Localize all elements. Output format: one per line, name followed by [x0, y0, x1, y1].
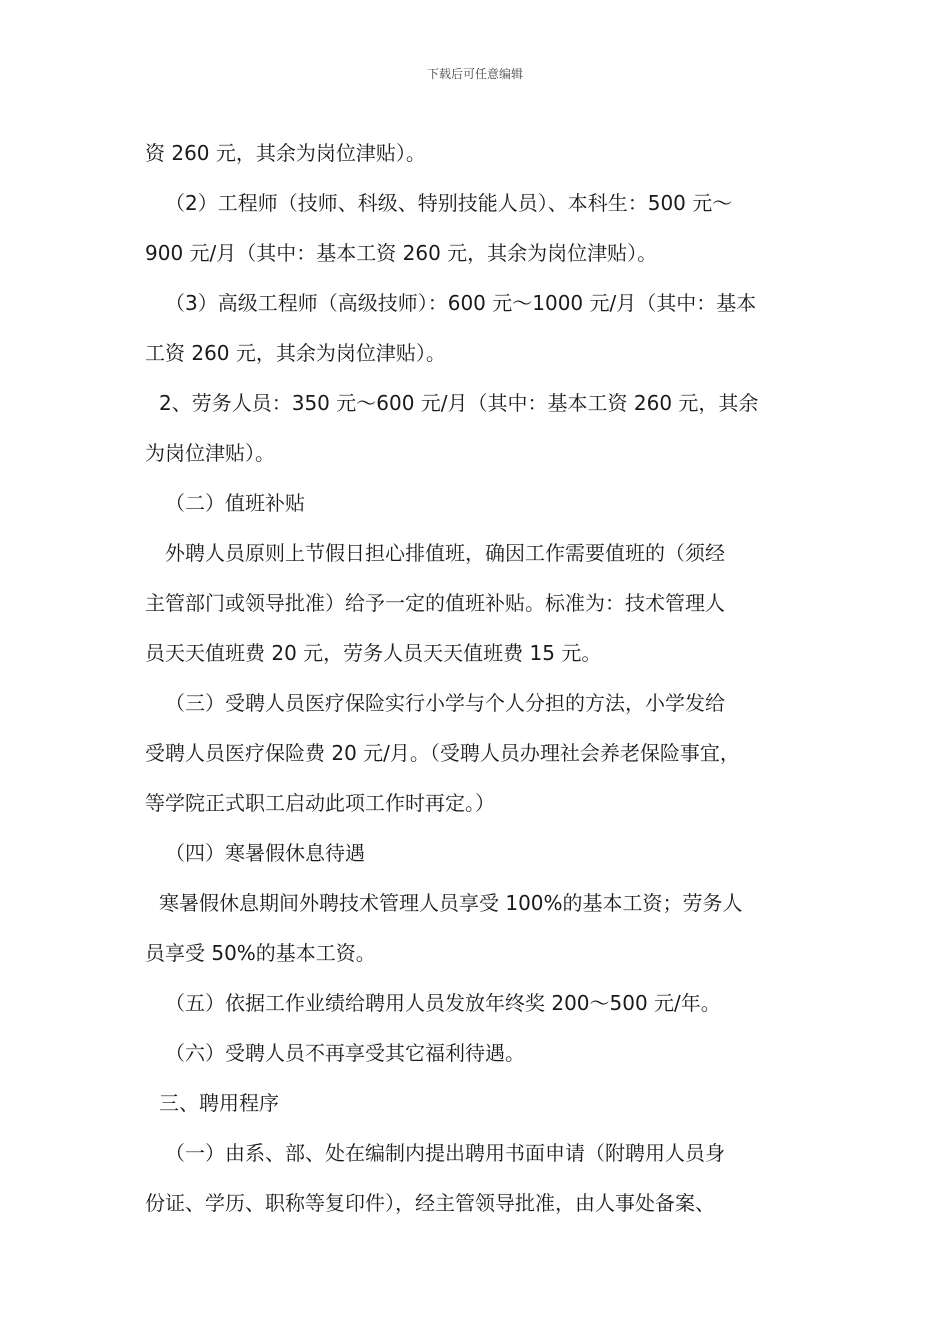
text-line: 外聘人员原则上节假日担心排值班，确因工作需要值班的（须经	[165, 541, 725, 565]
text-line: 900 元/月（其中：基本工资 260 元，其余为岗位津贴）。	[145, 241, 658, 265]
text-line: 员享受 50%的基本工资。	[145, 941, 376, 965]
text-line: （六）受聘人员不再享受其它福利待遇。	[165, 1041, 525, 1065]
text-line: （一）由系、部、处在编制内提出聘用书面申请（附聘用人员身	[165, 1141, 725, 1165]
text-line: （3）高级工程师（高级技师）：600 元～1000 元/月（其中：基本	[165, 291, 757, 315]
page-header: 下载后可任意编辑	[426, 67, 523, 81]
text-line: 等学院正式职工启动此项工作时再定。）	[145, 791, 495, 815]
text-line: （三）受聘人员医疗保险实行小学与个人分担的方法，小学发给	[165, 691, 725, 715]
text-line: 寒暑假休息期间外聘技术管理人员享受 100%的基本工资；劳务人	[159, 891, 743, 915]
text-line: 主管部门或领导批准）给予一定的值班补贴。标准为：技术管理人	[145, 591, 725, 615]
text-line: （四）寒暑假休息待遇	[165, 841, 365, 865]
text-line: 三、聘用程序	[159, 1091, 279, 1115]
text-line: 资 260 元，其余为岗位津贴）。	[145, 141, 426, 165]
text-line: 份证、学历、职称等复印件），经主管领导批准，由人事处备案、	[145, 1191, 715, 1215]
text-line: 工资 260 元，其余为岗位津贴）。	[145, 341, 446, 365]
text-line: （2）工程师（技师、科级、特别技能人员）、本科生：500 元～	[165, 191, 733, 215]
text-line: 受聘人员医疗保险费 20 元/月。（受聘人员办理社会养老保险事宜，	[145, 741, 740, 765]
text-line: （二）值班补贴	[165, 491, 305, 515]
document-body	[145, 128, 835, 1228]
text-line: 员天天值班费 20 元，劳务人员天天值班费 15 元。	[145, 641, 602, 665]
text-line: 为岗位津贴）。	[145, 441, 275, 465]
text-line: 2、劳务人员：350 元～600 元/月（其中：基本工资 260 元，其余	[159, 391, 759, 415]
text-line: （五）依据工作业绩给聘用人员发放年终奖 200～500 元/年。	[165, 991, 721, 1015]
